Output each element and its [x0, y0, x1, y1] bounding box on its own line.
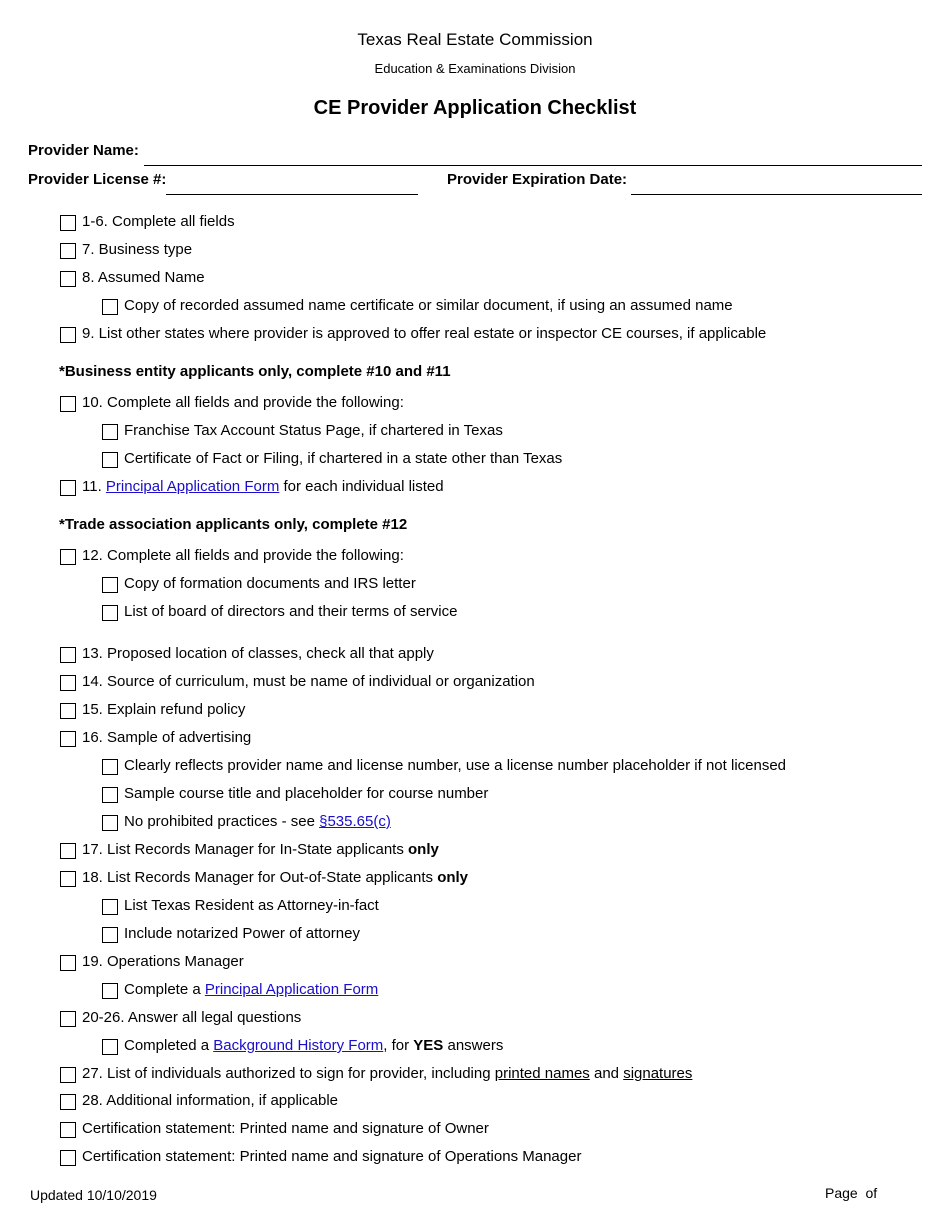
checkbox[interactable] — [60, 1094, 76, 1110]
checkbox[interactable] — [60, 243, 76, 259]
checkbox[interactable] — [60, 647, 76, 663]
checkbox[interactable] — [60, 215, 76, 231]
provider-license-label: Provider License #: — [28, 171, 167, 188]
checkbox[interactable] — [102, 1039, 118, 1055]
checkbox[interactable] — [60, 955, 76, 971]
checkbox[interactable] — [60, 1150, 76, 1166]
section-business-entity: *Business entity applicants only, complete #10 and #11 — [59, 363, 451, 380]
page-number: Page of — [825, 1185, 878, 1201]
provider-name-label: Provider Name: — [28, 142, 139, 159]
checkbox[interactable] — [60, 271, 76, 287]
checkbox[interactable] — [102, 299, 118, 315]
checkbox[interactable] — [60, 731, 76, 747]
provider-name-field[interactable] — [144, 165, 922, 166]
checkbox[interactable] — [60, 703, 76, 719]
checkbox[interactable] — [60, 480, 76, 496]
principal-application-form-link[interactable]: Principal Application Form — [105, 478, 280, 495]
provider-expiration-label: Provider Expiration Date: — [447, 171, 628, 188]
checkbox[interactable] — [60, 843, 76, 859]
checkbox[interactable] — [102, 815, 118, 831]
checkbox[interactable] — [60, 871, 76, 887]
organization-name: Texas Real Estate Commission — [357, 30, 593, 49]
provider-license-field[interactable] — [166, 194, 418, 195]
checkbox[interactable] — [102, 983, 118, 999]
checkbox[interactable] — [60, 1011, 76, 1027]
division-name: Education & Examinations Division — [374, 61, 576, 76]
checkbox[interactable] — [60, 675, 76, 691]
checkbox[interactable] — [60, 327, 76, 343]
page-title: CE Provider Application Checklist — [313, 97, 637, 119]
checkbox[interactable] — [102, 787, 118, 803]
updated-date: Updated 10/10/2019 — [30, 1187, 157, 1203]
checkbox[interactable] — [60, 549, 76, 565]
checkbox[interactable] — [102, 424, 118, 440]
background-history-form-link[interactable]: Background History Form — [213, 1037, 384, 1054]
provider-expiration-field[interactable] — [631, 194, 922, 195]
checkbox[interactable] — [102, 899, 118, 915]
principal-application-form-link[interactable]: Principal Application Form — [204, 981, 379, 998]
section-trade-association: *Trade association applicants only, complete #12 — [59, 516, 408, 533]
checkbox[interactable] — [102, 927, 118, 943]
checkbox[interactable] — [60, 1122, 76, 1138]
checkbox[interactable] — [102, 605, 118, 621]
rule-535-65c-link[interactable]: §535.65(c) — [319, 813, 391, 830]
checkbox[interactable] — [102, 759, 118, 775]
checkbox[interactable] — [60, 396, 76, 412]
checkbox[interactable] — [60, 1067, 76, 1083]
checkbox[interactable] — [102, 452, 118, 468]
checkbox[interactable] — [102, 577, 118, 593]
